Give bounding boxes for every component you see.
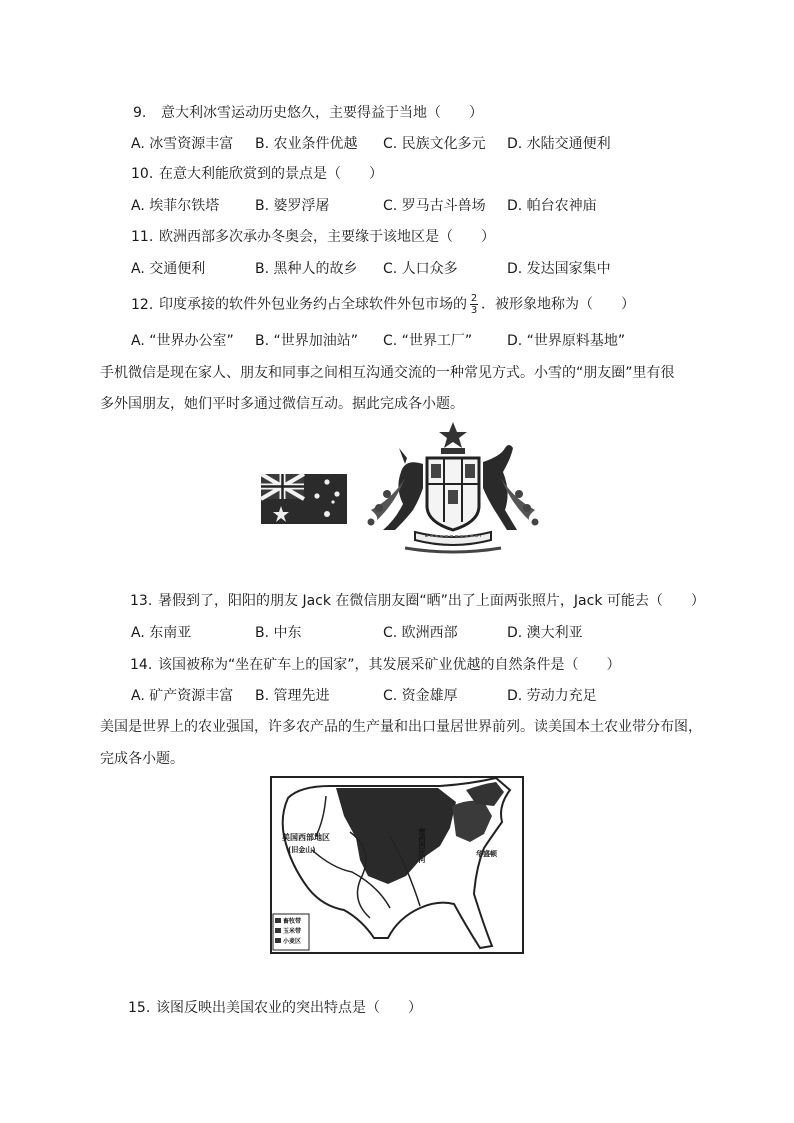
option-b[interactable]: B. 中东 (255, 625, 302, 641)
option-b[interactable]: B. “世界加油站” (255, 333, 359, 349)
option-b[interactable]: B. 黑种人的故乡 (255, 261, 358, 277)
fraction (470, 293, 478, 316)
option-d[interactable]: D. 发达国家集中 (507, 261, 611, 277)
option-a[interactable]: A. 埃菲尔铁塔 (131, 198, 220, 214)
option-d[interactable]: D. 澳大利亚 (507, 625, 583, 641)
option-a[interactable]: A. 交通便利 (131, 261, 206, 277)
legend-item-1: 畜牧带 (283, 918, 302, 925)
question-number: 13. (130, 593, 153, 609)
option-b[interactable]: B. 婆罗浮屠 (255, 198, 330, 214)
australia-flag-icon (261, 474, 347, 524)
option-c[interactable]: C. 人口众多 (383, 261, 458, 277)
question-stem: 意大利冰雪运动历史悠久，主要得益于当地（ ） (161, 105, 483, 121)
question-stem: 印度承接的软件外包业务约占全球软件外包市场的 (159, 296, 467, 313)
question-number: 9. (133, 105, 147, 121)
option-d[interactable]: D. 劳动力充足 (507, 688, 597, 704)
option-b[interactable]: B. 管理先进 (255, 688, 330, 704)
map-label-mississippi: 密西西比河 (418, 828, 426, 863)
option-a[interactable]: A. “世界办公室” (131, 333, 234, 349)
intro-paragraph-1-line-2: 多外国朋友，她们平时多通过微信互动。据此完成各小题。 (100, 396, 464, 412)
intro-paragraph-1-line-1: 手机微信是现在家人、朋友和同事之间相互沟通交流的一种常见方式。小雪的“朋友圈”里有很 (100, 365, 675, 381)
option-a[interactable]: A. 东南亚 (131, 625, 192, 641)
question-9 (133, 103, 483, 123)
question-stem: 该图反映出美国农业的突出特点是（ ） (156, 1000, 422, 1016)
us-agriculture-map-svg (270, 776, 524, 954)
question-13 (130, 591, 705, 611)
question-stem-end: ．被形象地称为（ ） (481, 296, 635, 313)
fraction-numerator: 2 (470, 293, 478, 304)
option-d[interactable]: D. 水陆交通便利 (507, 136, 611, 152)
question-stem: 欧洲西部多次承办冬奥会，主要缘于该地区是（ ） (159, 229, 495, 245)
question-stem: 暑假到了，阳阳的朋友 Jack 在微信朋友圈“晒”出了上面两张照片，Jack 可能去（ ） (158, 593, 705, 609)
option-a[interactable]: A. 冰雪资源丰富 (131, 136, 234, 152)
legend-item-3: 小麦区 (283, 938, 302, 945)
option-c[interactable]: C. 资金雄厚 (383, 688, 458, 704)
question-12 (131, 293, 635, 316)
option-c[interactable]: C. “世界工厂” (383, 333, 473, 349)
option-c[interactable]: C. 欧洲西部 (383, 625, 458, 641)
question-number: 10. (131, 166, 154, 182)
option-d[interactable]: D. 帕台农神庙 (507, 198, 597, 214)
fraction-denominator: 3 (470, 305, 478, 316)
question-stem: 在意大利能欣赏到的景点是（ ） (159, 166, 383, 182)
question-stem: 该国被称为“坐在矿车上的国家”，其发展采矿业优越的自然条件是（ ） (158, 657, 621, 673)
question-number: 15. (128, 1000, 151, 1016)
map-label-san-francisco: (旧金山) (288, 846, 316, 854)
us-agriculture-map (270, 776, 524, 954)
map-label-east: 华盛顿 (476, 850, 497, 858)
question-11 (131, 227, 495, 247)
option-c[interactable]: C. 民族文化多元 (383, 136, 486, 152)
question-14 (130, 655, 621, 675)
question-number: 11. (131, 229, 154, 245)
option-c[interactable]: C. 罗马古斗兽场 (383, 198, 486, 214)
question-number: 12. (131, 296, 154, 313)
intro-paragraph-2-line-2: 完成各小题。 (100, 751, 184, 767)
australia-coat-of-arms-icon (368, 422, 539, 552)
legend-item-2: 玉米带 (283, 928, 302, 935)
option-b[interactable]: B. 农业条件优越 (255, 136, 358, 152)
option-d[interactable]: D. “世界原料基地” (507, 333, 626, 349)
australia-photos (255, 418, 555, 558)
question-15 (128, 998, 422, 1018)
map-legend (273, 914, 309, 950)
question-10 (131, 164, 383, 184)
option-a[interactable]: A. 矿产资源丰富 (131, 688, 234, 704)
intro-paragraph-2-line-1: 美国是世界上的农业强国，许多农产品的生产量和出口量居世界前列。读美国本土农业带分布图， (100, 719, 702, 735)
map-label-west: 美国西部地区 (282, 833, 330, 842)
australia-photos-figure (255, 418, 555, 558)
question-number: 14. (130, 657, 153, 673)
